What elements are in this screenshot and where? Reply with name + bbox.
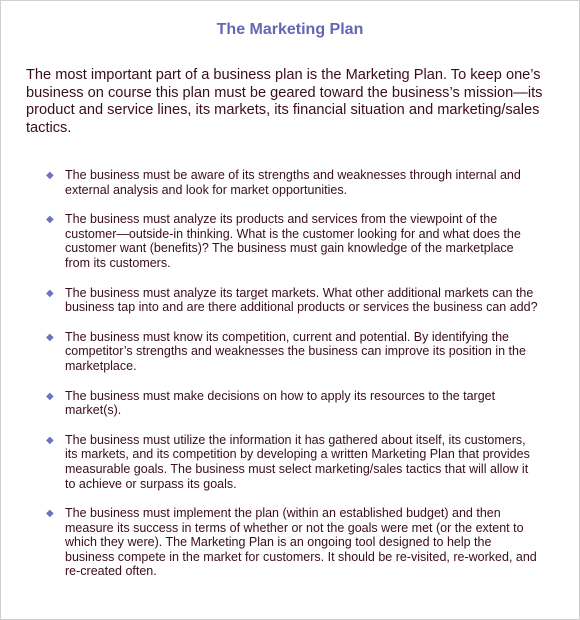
bullet-text: The business must be aware of its strengths and weaknesses through internal and external analysis and look for market opportunities. [65,168,521,197]
diamond-bullet-icon: ◆ [46,390,54,402]
list-item [1,389,579,418]
diamond-bullet-icon: ◆ [46,214,54,226]
bullet-text: The business must know its competition, current and potential. By identifying the competitor’s strengths and weaknesses the business can improve its position in the marketplace. [65,329,526,373]
diamond-bullet-icon: ◆ [46,287,54,299]
diamond-bullet-icon: ◆ [46,170,54,181]
bullet-text: The business must utilize the information it has gathered about itself, its customers, its markets, and its competition by developing a written Marketing Plan that provides measurable goals. The business must select marketing/sales tactics that will allow it to achieve or surpass its goals. [65,432,530,491]
bullet-text: The business must implement the plan (within an established budget) and then measure its success in terms of whether or not the goals were met (or the extent to which they were). The Marketing Plan is an ongoing tool designed to help the business compete in the market for customers. It should be re-visited, re-worked, and re-created often. [65,506,537,579]
bullet-text: The business must make decisions on how to apply its resources to the target market(s). [65,388,496,418]
diamond-bullet-icon: ◆ [46,508,54,520]
diamond-bullet-icon: ◆ [46,434,54,446]
list-item [1,433,579,491]
list-item [1,330,579,374]
page-title: The Marketing Plan [216,21,364,38]
bullet-text: The business must analyze its target markets. What other additional markets can the business tap into and are there additional products or services the business can add? [65,285,538,315]
list-item [1,506,579,579]
diamond-bullet-icon: ◆ [46,331,54,343]
list-item [1,212,579,270]
intro-paragraph: The most important part of a business plan is the Marketing Plan. To keep one’s business on course this plan must be geared toward the business’s mission—its product and service lines, its markets, its financial situation and marketing/sales tactics. [26,67,543,136]
bullet-list [1,168,579,594]
list-item [1,286,579,315]
list-item [1,168,579,197]
bullet-text: The business must analyze its products and services from the viewpoint of the customer—outside-in thinking. What is the customer looking for and what does the customer want (benefits)? The business must gain knowledge of the marketplace from its customers. [65,212,521,270]
